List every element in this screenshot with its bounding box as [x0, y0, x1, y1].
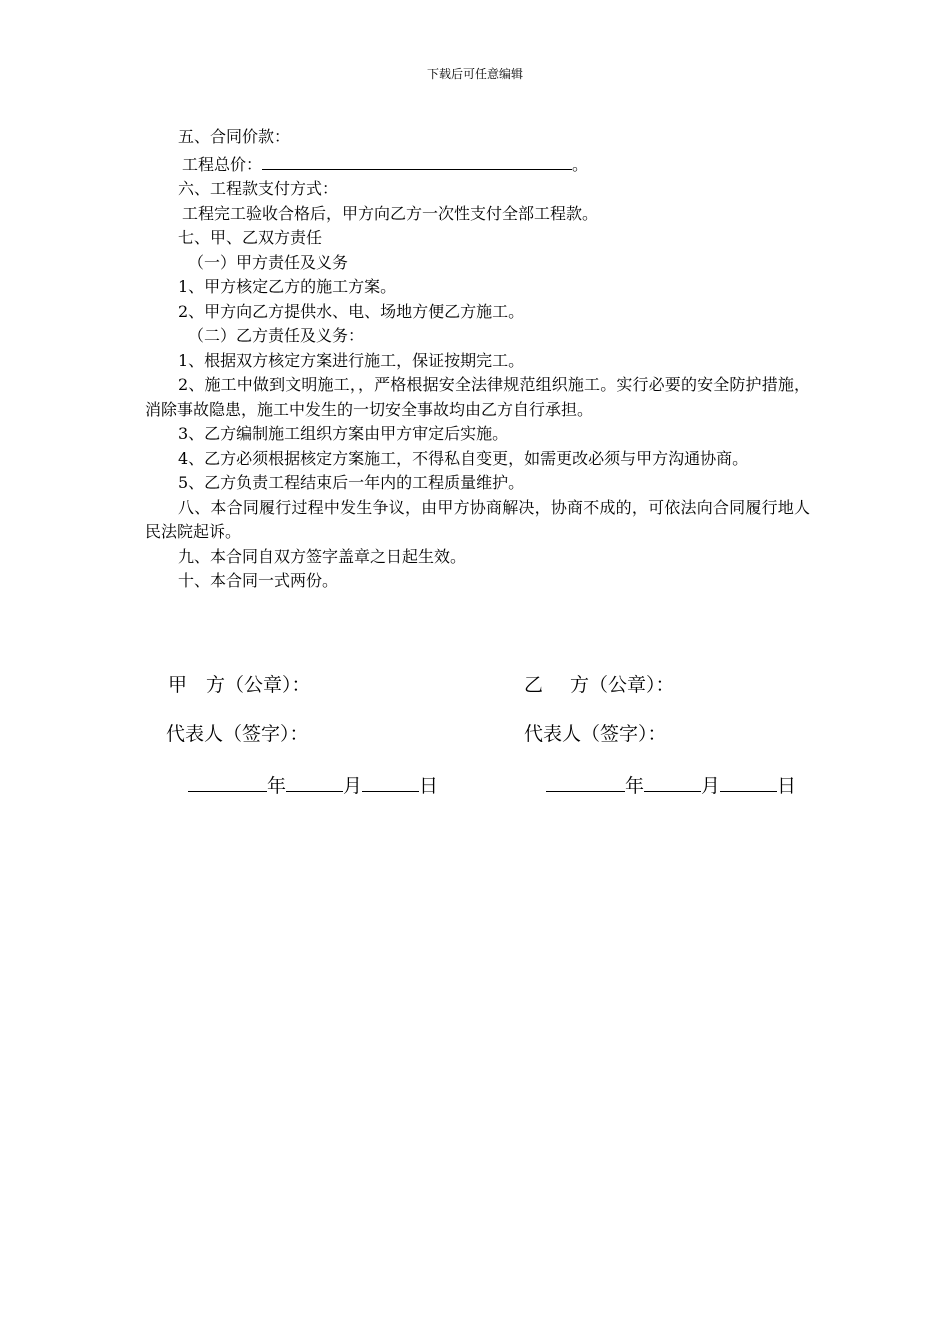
section-9: 九、本合同自双方签字盖章之日起生效。 [178, 546, 467, 566]
party-b-day-label: 日 [777, 775, 797, 797]
contract-body [145, 125, 810, 594]
party-b-month-label: 月 [701, 775, 721, 797]
party-a-rep-label: 代表人（签字）： [166, 723, 309, 745]
section-7-title: 七、甲、乙双方责任 [178, 228, 323, 247]
party-b-date [546, 771, 796, 798]
party-b-duty-3: 3、乙方编制施工组织方案由甲方审定后实施。 [178, 424, 509, 443]
party-a-month-blank[interactable] [286, 771, 343, 792]
party-a-char: 甲 [168, 674, 188, 696]
party-a-year-label: 年 [267, 775, 287, 797]
party-a-seal-label [168, 673, 311, 697]
party-a-duty-1: 1、甲方核定乙方的施工方案。 [178, 277, 397, 296]
total-price-blank[interactable] [262, 150, 572, 170]
party-b-year-blank[interactable] [546, 771, 625, 792]
party-b-year-label: 年 [625, 775, 645, 797]
party-b-rep-label: 代表人（签字）： [524, 723, 667, 745]
party-b-duty-2: 2、施工中做到文明施工，，严格根据安全法律规范组织施工。实行必要的安全防护措施，消除事故隐患，施工中发生的一切安全事故均由乙方自行承担。 [145, 375, 810, 419]
party-a-date [188, 771, 438, 798]
party-b-duty-5: 5、乙方负责工程结束后一年内的工程质量维护。 [178, 473, 525, 492]
party-b-seal-text: 方（公章）： [570, 674, 675, 696]
party-b-duties-title: （二）乙方责任及义务： [188, 326, 365, 345]
section-5-title: 五、合同价款： [178, 127, 291, 146]
party-a-duties-title: （一）甲方责任及义务 [188, 252, 349, 272]
party-a-day-label: 日 [419, 775, 439, 797]
party-a-duty-2: 2、甲方向乙方提供水、电、场地方便乙方施工。 [178, 301, 525, 321]
total-price-line [145, 150, 810, 178]
party-a-seal-text: 方（公章）： [206, 674, 311, 696]
party-a-year-blank[interactable] [188, 771, 267, 792]
party-b-char: 乙 [524, 674, 544, 696]
section-10: 十、本合同一式两份。 [178, 571, 339, 590]
section-8: 八、本合同履行过程中发生争议，由甲方协商解决，协商不成的，可依法向合同履行地人民法院起诉。 [145, 497, 810, 541]
party-b-duty-4: 4、乙方必须根据核定方案施工，不得私自变更，如需更改必须与甲方沟通协商。 [178, 448, 749, 468]
party-b-day-blank[interactable] [720, 771, 777, 792]
party-a-month-label: 月 [343, 775, 363, 797]
party-b-month-blank[interactable] [644, 771, 701, 792]
party-b-seal-label [524, 673, 675, 697]
section-6-text: 工程完工验收合格后，甲方向乙方一次性支付全部工程款。 [182, 203, 599, 223]
total-price-end: 。 [572, 154, 589, 174]
section-6-title: 六、工程款支付方式： [178, 179, 339, 198]
party-a-day-blank[interactable] [362, 771, 419, 792]
party-b-duty-1: 1、根据双方核定方案进行施工，保证按期完工。 [178, 350, 525, 370]
page-header-note: 下载后可任意编辑 [426, 67, 523, 81]
total-price-label: 工程总价： [182, 154, 263, 174]
